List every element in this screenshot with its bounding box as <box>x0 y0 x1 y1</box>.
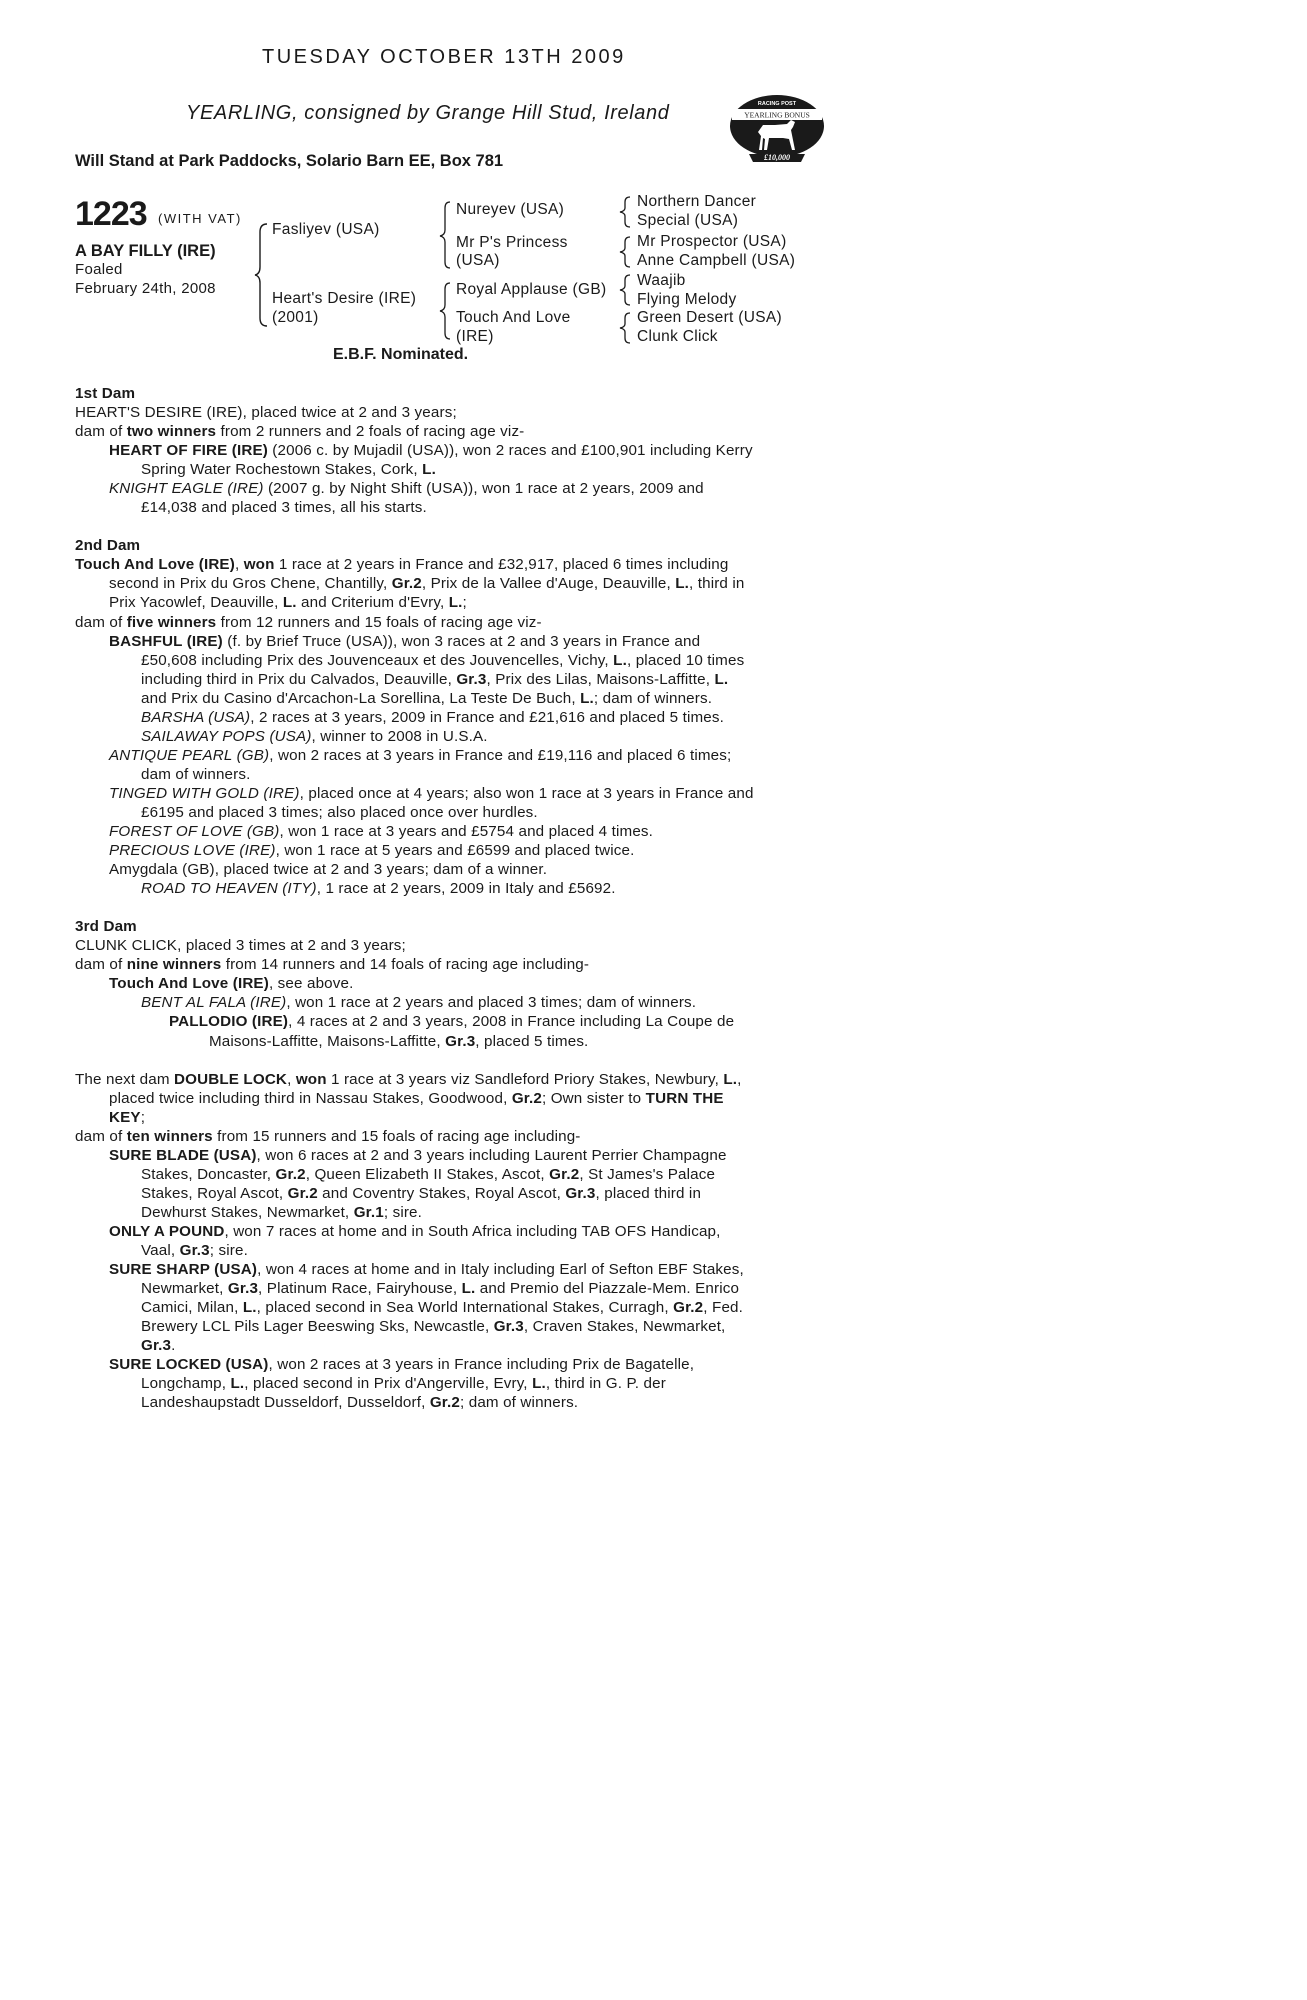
pedigree-brace-g2 <box>620 235 632 269</box>
pedigree-brace-g3 <box>620 273 632 307</box>
progeny-entry: FOREST OF LOVE (GB), won 1 race at 3 years and £5754 and placed 4 times. <box>109 823 654 841</box>
second-dam-heading: 2nd Dam <box>75 537 141 555</box>
lot-number: 1223 <box>75 195 147 233</box>
first-dam-produce: dam of two winners from 2 runners and 2 foals of racing age viz- <box>75 423 525 441</box>
pedigree-dam-line2: (2001) <box>272 309 319 326</box>
second-dam-summary: Touch And Love (IRE), won 1 race at 2 years in France and £32,917, placed 6 times including second in Prix du Gros Chene, Chantilly, Gr.2, Prix de la Vallee d'Auge, Deauville, L., third in Prix Yacowlef, Deauville, L. and Criterium d'Evry, L.; <box>75 556 745 612</box>
foaled-date: February 24th, 2008 <box>75 280 216 297</box>
third-dam-heading: 3rd Dam <box>75 918 137 936</box>
pedigree-dam-dam-line1: Touch And Love <box>456 309 571 326</box>
progeny-entry: ANTIQUE PEARL (GB), won 2 races at 3 years in France and £19,116 and placed 6 times; dam of winners. <box>109 746 732 783</box>
progeny-entry: SURE SHARP (USA), won 4 races at home and in Italy including Earl of Sefton EBF Stakes, Newmarket, Gr.3, Platinum Race, Fairyhouse, L. and Premio del Piazzale-Mem. Enrico Camici, Milan, L., placed second in Sea World International Stakes, Curragh, Gr.2, Fed. Brewery LCL Pils Lager Beeswing Sks, Newcastle, Gr.3, Craven Stakes, Newmarket, Gr.3. <box>109 1261 744 1355</box>
progeny-entry: TINGED WITH GOLD (IRE), placed once at 4 years; also won 1 race at 3 years in France and £6195 and placed 3 times; also placed once over hurdles. <box>109 784 754 821</box>
progeny-entry: ONLY A POUND, won 7 races at home and in South Africa including TAB OFS Handicap, Vaal, Gr.3; sire. <box>109 1222 721 1259</box>
pedigree-g1: Northern Dancer <box>637 193 757 210</box>
progeny-entry: SURE LOCKED (USA), won 2 races at 3 years in France including Prix de Bagatelle, Longchamp, L., placed second in Prix d'Angerville, Evry, L., third in G. P. der Landeshaupstadt Dusseldorf, Dusseldorf, Gr.2; dam of winners. <box>109 1356 695 1412</box>
pedigree-sire-dam-line1: Mr P's Princess <box>456 234 568 251</box>
progeny-entry: BASHFUL (IRE) (f. by Brief Truce (USA)), won 3 races at 2 and 3 years in France and £50,608 including Prix des Jouvenceaux et des Jouvencelles, Vichy, L., placed 10 times including third in Prix du Calvados, Deauville, Gr.3, Prix des Lilas, Maisons-Laffitte, L. and Prix du Casino d'Arcachon-La Sorellina, La Teste De Buch, L.; dam of winners. <box>109 632 745 707</box>
progeny-entry: SURE BLADE (USA), won 6 races at 2 and 3 years including Laurent Perrier Champagne Stakes, Doncaster, Gr.2, Queen Elizabeth II Stakes, Ascot, Gr.2, St James's Palace Stakes, Royal Ascot, Gr.2 and Coventry Stakes, Royal Ascot, Gr.3, placed third in Dewhurst Stakes, Newmarket, Gr.1; sire. <box>109 1146 727 1221</box>
progeny-entry: Amygdala (GB), placed twice at 2 and 3 years; dam of a winner. <box>109 861 548 879</box>
logo-top-text: RACING POST <box>757 101 797 107</box>
pedigree-dam-sire: Royal Applause (GB) <box>456 281 607 298</box>
logo-band-text: YEARLING BONUS <box>744 110 810 120</box>
progeny-entry: SAILAWAY POPS (USA), winner to 2008 in U.S.A. <box>141 727 488 745</box>
pedigree-g8: Clunk Click <box>637 328 718 345</box>
consignor-line: YEARLING, consigned by Grange Hill Stud, Ireland <box>186 102 670 124</box>
pedigree-g7: Green Desert (USA) <box>637 309 782 326</box>
pedigree-g4: Anne Campbell (USA) <box>637 252 796 269</box>
pedigree-dam-dam-line2: (IRE) <box>456 328 494 345</box>
pedigree-brace-dam <box>440 281 452 341</box>
pedigree-brace-sire <box>440 200 452 270</box>
stable-location: Will Stand at Park Paddocks, Solario Barn EE, Box 781 <box>75 152 504 170</box>
second-dam-produce: dam of five winners from 12 runners and 15 foals of racing age viz- <box>75 613 542 631</box>
pedigree-g3: Mr Prospector (USA) <box>637 233 787 250</box>
ebf-nominated: E.B.F. Nominated. <box>333 346 469 363</box>
yearling-bonus-logo <box>725 92 830 164</box>
pedigree-g5: Waajib <box>637 272 686 289</box>
progeny-entry: BARSHA (USA), 2 races at 3 years, 2009 in France and £21,616 and placed 5 times. <box>141 708 724 726</box>
pedigree-brace-g4 <box>620 311 632 345</box>
progeny-entry: PALLODIO (IRE), 4 races at 2 and 3 years, 2008 in France including La Coupe de Maisons-Laffitte, Maisons-Laffitte, Gr.3, placed 5 times. <box>169 1013 735 1050</box>
pedigree-g2: Special (USA) <box>637 212 739 229</box>
catalogue-body <box>75 384 755 1412</box>
next-dam-produce: dam of ten winners from 15 runners and 15 foals of racing age including- <box>75 1127 581 1145</box>
foaled-label: Foaled <box>75 261 123 278</box>
pedigree-g6: Flying Melody <box>637 291 737 308</box>
pedigree-sire-dam-line2: (USA) <box>456 252 500 269</box>
sale-date: TUESDAY OCTOBER 13TH 2009 <box>262 46 626 68</box>
pedigree-sire: Fasliyev (USA) <box>272 221 380 238</box>
lot-name: A BAY FILLY (IRE) <box>75 242 216 260</box>
pedigree-sire-sire: Nureyev (USA) <box>456 201 565 218</box>
pedigree-dam-line1: Heart's Desire (IRE) <box>272 290 417 307</box>
first-dam-summary: HEART'S DESIRE (IRE), placed twice at 2 and 3 years; <box>75 404 457 422</box>
pedigree-brace-g1 <box>620 195 632 229</box>
pedigree-brace-gen1 <box>255 222 269 328</box>
progeny-entry: PRECIOUS LOVE (IRE), won 1 race at 5 years and £6599 and placed twice. <box>109 842 635 860</box>
progeny-entry: ROAD TO HEAVEN (ITY), 1 race at 2 years, 2009 in Italy and £5692. <box>141 880 616 898</box>
first-dam-heading: 1st Dam <box>75 385 136 402</box>
vat-note: (WITH VAT) <box>158 211 242 226</box>
progeny-entry: KNIGHT EAGLE (IRE) (2007 g. by Night Shift (USA)), won 1 race at 2 years, 2009 and £14,038 and placed 3 times, all his starts. <box>109 480 704 517</box>
progeny-entry: HEART OF FIRE (IRE) (2006 c. by Mujadil (USA)), won 2 races and £100,901 including Kerry Spring Water Rochestown Stakes, Cork, L. <box>109 442 753 479</box>
third-dam-produce: dam of nine winners from 14 runners and 14 foals of racing age including- <box>75 956 590 974</box>
progeny-entry: BENT AL FALA (IRE), won 1 race at 2 years and placed 3 times; dam of winners. <box>141 994 697 1012</box>
progeny-entry: Touch And Love (IRE), see above. <box>109 975 354 993</box>
third-dam-summary: CLUNK CLICK, placed 3 times at 2 and 3 years; <box>75 937 406 955</box>
logo-amount: £10,000 <box>764 153 790 162</box>
next-dam-summary: The next dam DOUBLE LOCK, won 1 race at 3 years viz Sandleford Priory Stakes, Newbury, L., placed twice including third in Nassau Stakes, Goodwood, Gr.2; Own sister to TURN THE KEY; <box>75 1070 742 1126</box>
